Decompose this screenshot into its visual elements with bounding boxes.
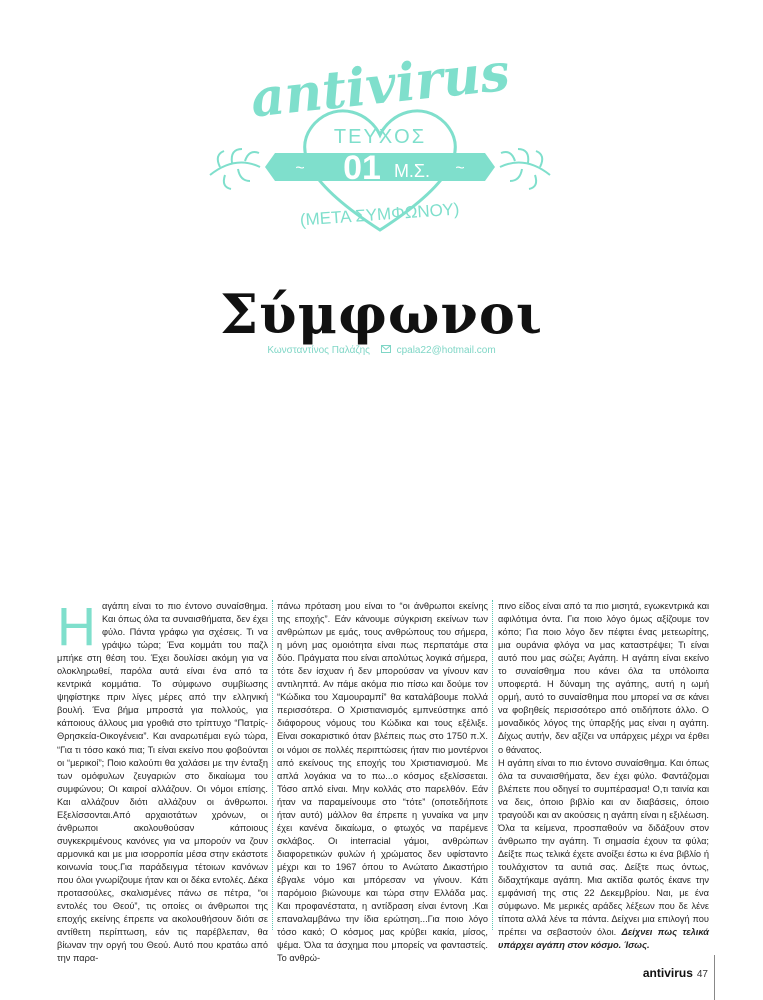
footer-brand: antivirus xyxy=(642,966,693,980)
footer-divider xyxy=(714,955,715,1000)
paragraph: πινο είδος είναι από τα πιο μισητά, εγωκεντρικά και αφιλότιμα όντα. Για ποιο λόγο όμως αξίζουμε τον κόπο; Για ποιο λόγο δεν πέφτει ένας μετεωρίτης, μια ουράνια φλόγα να μας καταστρέψει; Τι είναι αυτό που μας σώζει; Αγάπη. Η αγάπη είναι εκείνο το συναίσθημα που κάνει όλα τα υπόλοιπα υποφερτά. Η δύναμη της αγάπης, αυτή η ωμή ορμή, αυτό το συναίσθημα που μπορεί να σε κάνει να φοβηθείς περισσότερο από οτιδήποτε άλλο. Ο μοναδικός λόγος της ύπαρξής μας είναι η αγάπη. Δίχως αυτήν, δεν αξίζει να υπάρχεις μέχρι να έρθει ο θάνατος. xyxy=(498,601,709,755)
magazine-logo xyxy=(150,55,610,245)
wreath-left xyxy=(210,149,260,189)
article-column-1 xyxy=(57,597,268,965)
author-email[interactable]: cpala22@hotmail.com xyxy=(396,345,496,356)
tilde-left-icon: ~ xyxy=(295,160,305,177)
tilde-right-icon: ~ xyxy=(455,160,465,177)
column-divider xyxy=(272,600,273,930)
byline xyxy=(0,345,763,356)
logo-era: Μ.Σ. xyxy=(393,161,431,181)
closing-statement: Δείχνει πως τελικά υπάρχει αγάπη στον κόσμο. Ίσως. xyxy=(498,927,709,951)
logo-issue-number: 01 xyxy=(343,149,381,187)
author-name: Κωνσταντίνος Παλάζης xyxy=(267,345,371,356)
column-divider xyxy=(492,600,493,930)
logo-subtitle: (ΜΕΤΑ ΣΥΜΦΩΝΟΥ) xyxy=(299,199,460,230)
paragraph: αγάπη είναι το πιο έντονο συναίσθημα. Και όπως όλα τα συναισθήματα, δεν έχει φύλο. Πάντα γράφω για σχέσεις. Τι να γράψω τώρα; Ένα κομμάτι του παζλ μπήκε στη θέση του. Έχει δουλίσει ακόμη για να ολοκληρωθεί, παρόλα αυτά είναι ένα από τα κεντρικά κομμάτια. Το σύμφωνο συμβίωσης ψηφίστηκε πριν λίγες μέρες από την ελληνική βουλή. Ένα βήμα μπροστά για πολλούς, για κάποιους άλλους μια γροθιά στο τρίπτυχο “Πατρίς-Θρησκεία-Οικογένεια”. Και αναρωτιέμαι εγώ τώρα, “Για τι τόσο κακό πια; Τι είναι εκείνο που φοβούνται οι “μερικοί”; Ποιο καλούπι θα χαλάσει με την ένταξη των ομόφυλων ζευγαριών στο δικαίωμα του συμφώνου; Οι καιροί αλλάζουν. Οι νόμοι επίσης. Και αλλάζουν διότι αλλάζουν οι άνθρωποι. Εξελίσσονται.Από αρχαιοτάτων χρόνων, οι άνθρωποι ακολουθούσαν κάποιους συγκεκριμένους κανόνες για να μπορούν να ζουν αρμονικά και με μια ισορροπία μέσα στην εκάστοτε κοινωνία τους.Για παράδειγμα τέτοιων κανόνων που όλοι γνωρίζουμε ήταν και οι δέκα εντολές. Δέκα προτασούλες, σκαλισμένες πάνω σε πέτρα, “οι εντολές του Θεού”, τις οποίες οι άνθρωποι της εποχής εκείνης έπρεπε να ακολουθήσουν διότι σε αντίθετη περίπτωση, εάν τις παρέβλεπαν, θα βίωναν την οργή του Θεού. Αυτό που κρατάω από την παρα- xyxy=(57,601,268,964)
page-number: 47 xyxy=(696,969,708,980)
envelope-icon xyxy=(381,345,391,356)
paragraph-text: Η αγάπη είναι το πιο έντονο συναίσθημα. Και όπως όλα τα συναισθήματα, δεν έχει φύλο. Φαντάζομαι βλέπετε που οδηγεί το συμπέρασμα! Ο,τι ταινία και να δεις, όποιο βιβλίο και αν διαβάσεις, όποιο τραγούδι και αν ακούσεις η αγάπη είναι η εξιλέωση. Όλα τα κείμενα, προσπαθούν να διδάξουν στον άνθρωπο την αγάπη. Τι σημασία έχουν τα φύλα; Δείξτε πως τελικά έχετε ανοίξει έστω κι ένα βιβλίο ή τουλάχιστον τα αυτιά σας. Δείξτε πως όντως, διδαχτήκαμε αγάπη. Μια ακτίδα φωτός έκανε την εμφάνισή της στις 22 Δεκεμβρίου. Ναι, με ένα σύμφωνο. Με μερικές αράδες λέξεων που δε λένε τίποτα αλλά λένε τα πάντα. Δείχνει μια επιλογή που πρέπει να σεβαστούν όλοι. xyxy=(498,757,709,938)
logo-word: antivirus xyxy=(247,55,513,130)
wreath-right xyxy=(500,149,550,189)
page-footer xyxy=(643,966,708,980)
drop-cap: Η xyxy=(57,597,96,657)
logo-graphic xyxy=(150,55,610,245)
logo-issue-label: ΤΕΥΧΟΣ xyxy=(333,126,427,148)
paragraph: πάνω πρόταση μου είναι το “οι άνθρωποι εκείνης της εποχής”. Εάν κάνουμε σύγκριση εκείνων των ανθρώπων με εμάς, τους ανθρώπους του σήμερα, η μόνη μας ομοιότητα είναι πως περπατάμε στα δύο. Πράγματα που είναι απολύτως λογικά σήμερα, τότε δεν ίσχυαν ή δεν μπορούσαν να γίνουν καν αντιληπτά. Αν πάμε ακόμα πιο πίσω και δούμε τον “Κώδικα του Χαμουραμπί” θα καταλάβουμε πολλά περισσότερα. Ο Χριστιανισμός εμπνεύστηκε από διάφορους νόμους του Κώδικα και τους εξέλιξε. Είναι σοκαριστικό όταν βλέπεις πως στο 1750 π.Χ. οι νόμοι σε πολλές περιπτώσεις ήταν πιο μοντέρνοι από εκείνους της εποχής του Χριστιανισμού. Με απλά λογάκια να το πω...ο κόσμος εξελίσσεται. Τόσο απλό είναι. Μην κολλάς στο παρελθόν. Εάν ήταν να παραμείνουμε στο “τότε” (οποτεδήποτε ήταν αυτό) μάλλον θα έπρεπε η γυναίκα να μην έχει κανένα δικαίωμα, ο φτωχός να παρέμενε σκλάβος. Οι interracial γάμοι, ανθρώπων διαφορετικών φυλών ή χρώματος δεν υφίσταντο μέχρι και το 1967 όπου το Ανώτατο Δικαστήριο έβγαλε νόμο και μπόρεσαν να γίνουν. Κάτι παρόμοιο βιώνουμε και τώρα στην Ελλάδα μας. Και προφανέστατα, η αντίδραση είναι έντονη .Και επαναλαμβάνω την ίδια ερώτηση...Για ποιο λόγο τόσο κακό; Ο κόσμος μας κρύβει κακία, μίσος, ψέμα. Όλα τα άσχημα που μπορείς να φανταστείς. Το ανθρώ- xyxy=(277,601,488,964)
article-column-2 xyxy=(277,600,488,965)
article-title: Σύμφωνοι xyxy=(219,282,544,346)
paragraph xyxy=(498,757,709,953)
article-column-3 xyxy=(498,600,709,952)
